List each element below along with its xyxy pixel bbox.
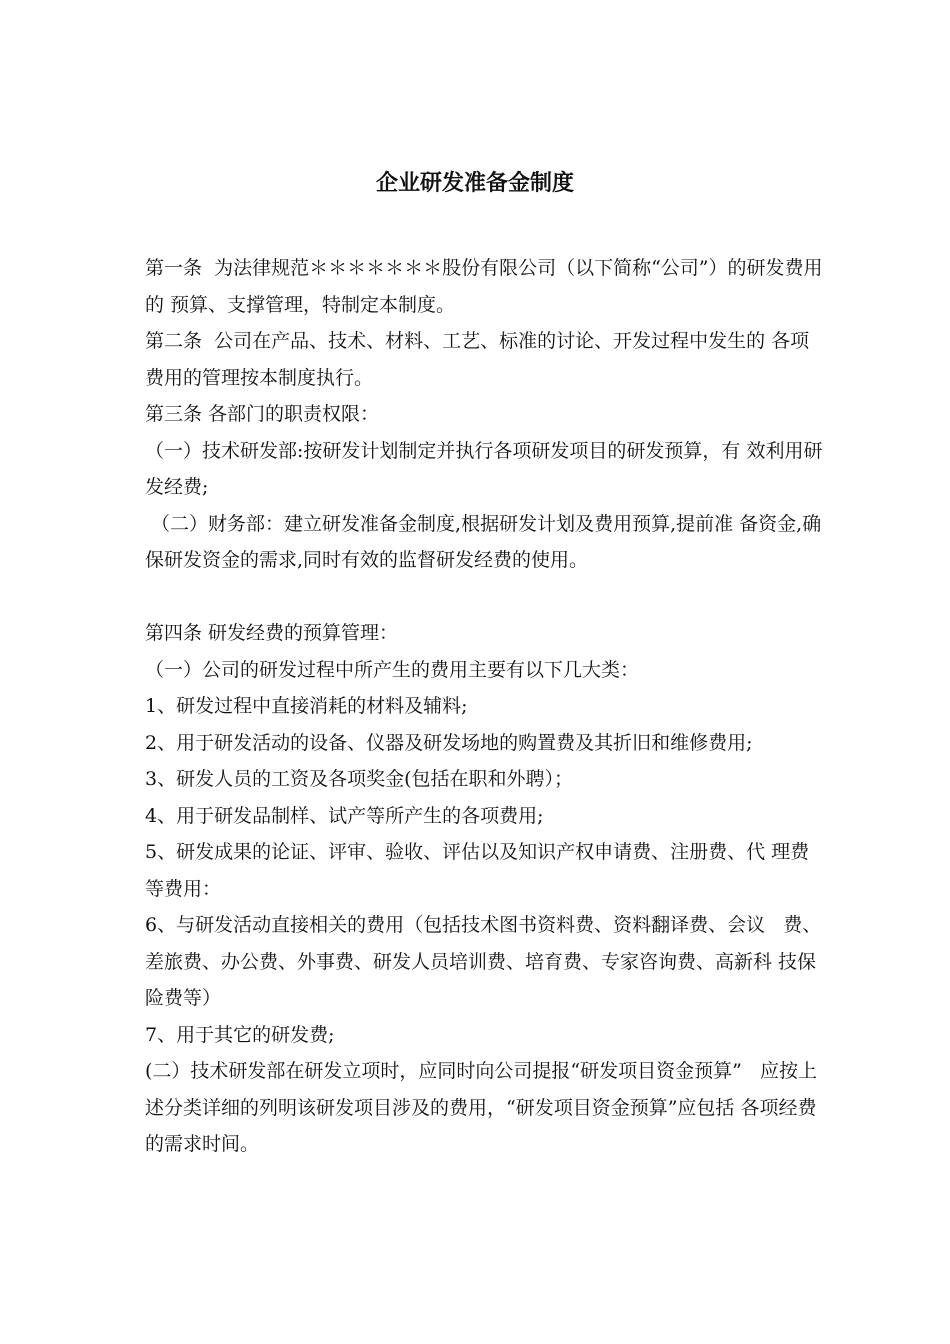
article-4-item-1: （一）公司的研发过程中所产生的费用主要有以下几大类：	[145, 658, 640, 681]
list-item: 7、用于其它的研发费;	[145, 1023, 335, 1046]
article-2: 第二条 公司在产品、技术、材料、工艺、标准的讨论、开发过程中发生的 各项费用的管理按本制度执行。	[145, 330, 810, 389]
list-item: 1、研发过程中直接消耗的材料及辅料;	[145, 695, 468, 717]
list-item: 6、与研发活动直接相关的费用（包括技术图书资料费、资料翻译费、会议 费、差旅费、办公费、外事费、研发人员培训费、培育费、专家咨询费、高新科 技保险费等）	[145, 914, 822, 1009]
document-title: 企业研发准备金制度	[375, 171, 574, 196]
article-4-item-2: (二）技术研发部在研发立项时，应同时向公司提报“研发项目资金预算” 应按上述分类详细的列明该研发项目涉及的费用，“研发项目资金预算”应包括 各项经费的需求时间。	[145, 1060, 817, 1155]
article-4: 第四条 研发经费的预算管理：	[145, 622, 399, 644]
document-body	[145, 250, 825, 1163]
article-3-item-1: （一）技术研发部:按研发计划制定并执行各项研发项目的研发预算，有 效利用研发经费;	[145, 439, 823, 498]
article-1: 第一条 为法律规范＊＊＊＊＊＊＊股份有限公司（以下简称“公司”）的研发费用的 预算、支撑管理，特制定本制度。	[145, 257, 823, 316]
list-item: 5、研发成果的论证、评审、验收、评估以及知识产权申请费、注册费、代 理费等费用：	[145, 841, 810, 900]
article-3: 第三条 各部门的职责权限：	[145, 403, 380, 425]
paragraph-spacer	[145, 579, 825, 616]
list-item: 3、研发人员的工资及各项奖金(包括在职和外聘）；	[145, 768, 574, 790]
list-item: 4、用于研发品制样、试产等所产生的各项费用;	[145, 804, 544, 827]
article-3-item-2: （二）财务部：建立研发准备金制度,根据研发计划及费用预算,提前准 备资金,确保研发资金的需求,同时有效的监督研发经费的使用。	[145, 512, 822, 571]
list-item: 2、用于研发活动的设备、仪器及研发场地的购置费及其折旧和维修费用;	[145, 731, 753, 754]
